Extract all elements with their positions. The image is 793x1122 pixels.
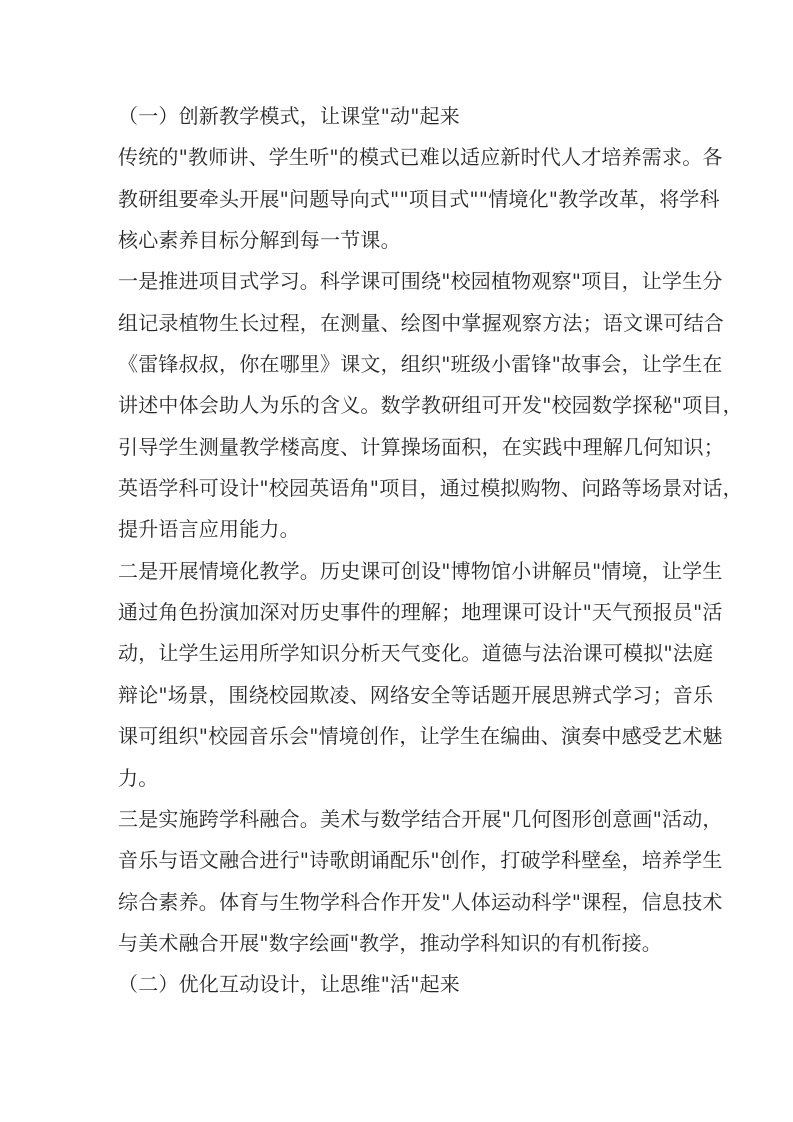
text-line: 讲述中体会助人为乐的含义。数学教研组可开发"校园数学探秘"项目， [118, 393, 743, 418]
text-line: 与美术融合开展"数字绘画"教学，推动学科知识的有机衔接。 [118, 930, 662, 955]
text-line: 提升语言应用能力。 [118, 517, 300, 542]
text-line: 一是推进项目式学习。科学课可围绕"校园植物观察"项目，让学生分 [118, 269, 723, 294]
text-line: 《雷锋叔叔，你在哪里》课文，组织"班级小雷锋"故事会，让学生在 [118, 352, 723, 377]
text-line: 二是开展情境化教学。历史课可创设"博物馆小讲解员"情境，让学生 [118, 558, 723, 583]
section-heading-1 [118, 96, 753, 137]
section-heading-2 [118, 964, 753, 1005]
text-line: 英语学科可设计"校园英语角"项目，通过模拟购物、问路等场景对话， [118, 476, 743, 501]
text-line: 组记录植物生长过程，在测量、绘图中掌握观察方法；语文课可结合 [118, 310, 724, 335]
text-line: 引导学生测量教学楼高度、计算操场面积，在实践中理解几何知识； [118, 434, 724, 459]
text-line: 三是实施跨学科融合。美术与数学结合开展"几何图形创意画"活动， [118, 806, 723, 831]
text-line: 教研组要牵头开展"问题导向式""项目式""情境化"教学改革，将学科 [118, 186, 720, 211]
text-line: 传统的"教师讲、学生听"的模式已难以适应新时代人才培养需求。各 [118, 145, 723, 170]
paragraph-point-3 [118, 799, 753, 964]
text-line: 力。 [118, 765, 159, 790]
text-line: 辩论"场景，围绕校园欺凌、网络安全等话题开展思辨式学习；音乐 [118, 682, 714, 707]
text-line: 课可组织"校园音乐会"情境创作，让学生在编曲、演奏中感受艺术魅 [118, 724, 723, 749]
text-line: 通过角色扮演加深对历史事件的理解；地理课可设计"天气预报员"活 [118, 600, 723, 625]
paragraph-intro [118, 137, 753, 261]
heading-line: （二）优化互动设计，让思维"活"起来 [118, 972, 460, 997]
text-line: 动，让学生运用所学知识分析天气变化。道德与法治课可模拟"法庭 [118, 641, 714, 666]
paragraph-point-1 [118, 261, 753, 550]
heading-line: （一）创新教学模式，让课堂"动"起来 [118, 104, 460, 128]
text-line: 音乐与语文融合进行"诗歌朗诵配乐"创作，打破学科壁垒，培养学生 [118, 848, 723, 873]
text-line: 综合素养。体育与生物学科合作开发"人体运动科学"课程，信息技术 [118, 889, 723, 914]
text-line: 核心素养目标分解到每一节课。 [118, 228, 401, 253]
paragraph-point-2 [118, 551, 753, 799]
